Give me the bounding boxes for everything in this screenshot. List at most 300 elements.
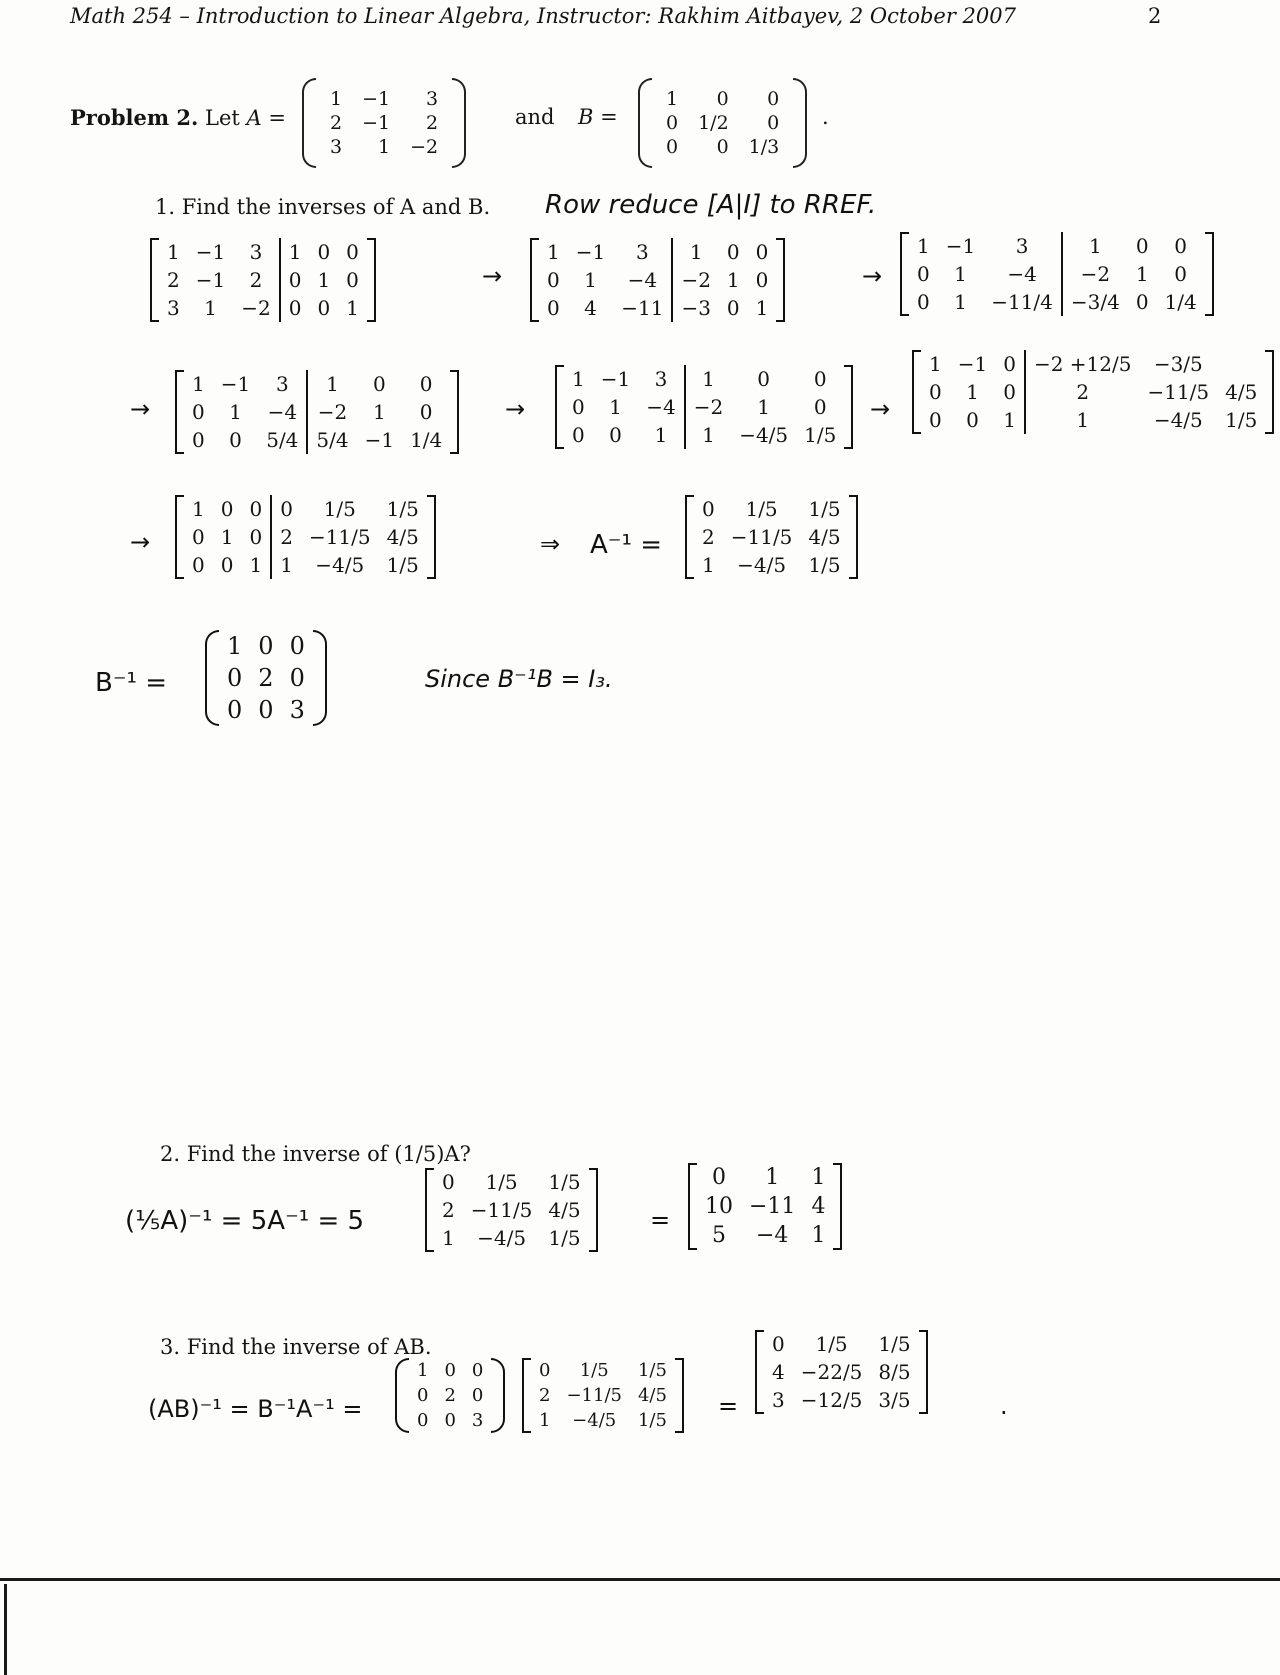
equals-sign: = bbox=[650, 1206, 671, 1234]
matrix-row bbox=[539, 266, 776, 294]
matrix-entry: 0 bbox=[726, 240, 740, 264]
matrix-a-table bbox=[320, 87, 448, 159]
matrix-entry: 0 bbox=[539, 1360, 551, 1381]
matrix-entry: 0 bbox=[471, 1360, 484, 1381]
matrix-entry: 0 bbox=[813, 395, 827, 419]
matrix-entry: −4 bbox=[1007, 262, 1037, 286]
arrow-icon: → bbox=[870, 395, 891, 423]
matrix-entry: 2 bbox=[444, 1385, 456, 1406]
matrix-row bbox=[531, 1408, 675, 1433]
matrix-row bbox=[564, 421, 844, 449]
matrix-entry: 2 bbox=[258, 664, 274, 692]
bracket-left bbox=[685, 495, 694, 579]
matrix-entry: 0 bbox=[258, 632, 274, 660]
matrix-entry: 0 bbox=[666, 112, 679, 134]
bracket-left bbox=[900, 232, 909, 316]
matrix-entry: −11 bbox=[621, 296, 664, 320]
matrix-entry: 1 bbox=[249, 553, 263, 577]
matrix-row bbox=[184, 370, 450, 398]
matrix-entry: 1 bbox=[1025, 406, 1140, 434]
matrix-b bbox=[638, 78, 807, 168]
part3-lhs: (AB)⁻¹ = B⁻¹A⁻¹ = bbox=[148, 1395, 363, 1423]
arrow-icon: → bbox=[130, 395, 151, 423]
bracket-left bbox=[755, 1330, 764, 1414]
arrow-icon: → bbox=[862, 262, 883, 290]
b-inverse-label: B⁻¹ = bbox=[95, 668, 168, 698]
matrix-entry: 1 bbox=[672, 238, 718, 266]
matrix-table bbox=[434, 1168, 589, 1252]
matrix-entry: 0 bbox=[249, 497, 263, 521]
matrix-entry: −4/5 bbox=[572, 1410, 617, 1431]
matrix-entry: 1 bbox=[1003, 408, 1016, 432]
matrix-entry: 2 bbox=[702, 525, 715, 549]
matrix-entry: 0 bbox=[547, 268, 560, 292]
matrix-entry: −2 bbox=[672, 266, 718, 294]
bracket-left bbox=[530, 238, 539, 322]
matrix-entry: 1/5 bbox=[808, 497, 841, 521]
matrix-entry: 0 bbox=[929, 380, 942, 404]
matrix-entry: −3 bbox=[672, 294, 718, 322]
matrix-entry: 0 bbox=[220, 497, 234, 521]
matrix-entry: 2 bbox=[167, 268, 180, 292]
matrix-entry: 0 bbox=[772, 1332, 785, 1356]
matrix-entry: 1 bbox=[666, 88, 679, 110]
a-inverse-matrix bbox=[685, 495, 858, 579]
part3-period: . bbox=[1000, 1392, 1008, 1420]
matrix-row bbox=[694, 495, 849, 523]
paren-left bbox=[395, 1358, 409, 1433]
matrix-entry: 1 bbox=[372, 400, 386, 424]
matrix-row bbox=[656, 135, 789, 159]
matrix-entry: 1/5 bbox=[485, 1170, 518, 1194]
matrix-row bbox=[184, 426, 450, 454]
matrix-entry: 4/5 bbox=[1225, 380, 1258, 404]
part2-result-matrix bbox=[688, 1163, 842, 1250]
matrix-table bbox=[764, 1330, 919, 1414]
matrix-entry: 3 bbox=[167, 296, 180, 320]
matrix-entry: 1/4 bbox=[1164, 290, 1197, 314]
matrix-entry: 0 bbox=[258, 696, 274, 724]
matrix-entry: 0 bbox=[917, 262, 930, 286]
bracket-left bbox=[688, 1163, 697, 1250]
matrix-entry: 1/2 bbox=[698, 112, 729, 134]
problem-label-line bbox=[70, 105, 286, 130]
matrix-entry: 3 bbox=[772, 1388, 785, 1412]
matrix-entry: 1 bbox=[685, 421, 731, 449]
matrix-entry: 2 bbox=[1025, 378, 1140, 406]
matrix-entry: 1 bbox=[757, 395, 771, 419]
matrix-entry: 3 bbox=[275, 372, 289, 396]
matrix-row bbox=[694, 523, 849, 551]
matrix-entry: 0 bbox=[757, 367, 771, 391]
matrix-entry: 0 bbox=[419, 372, 433, 396]
matrix-entry: 4/5 bbox=[808, 525, 841, 549]
matrix-entry: 3 bbox=[635, 240, 649, 264]
matrix-entry: −2 bbox=[307, 398, 356, 426]
matrix-entry: 1 bbox=[442, 1226, 455, 1250]
reduction-step-6 bbox=[912, 350, 1274, 434]
matrix-entry: 1/5 bbox=[548, 1170, 581, 1194]
paren-right bbox=[491, 1358, 505, 1433]
matrix-entry: −1 bbox=[364, 428, 395, 452]
matrix-entry: 0 bbox=[229, 428, 242, 452]
matrix-entry: 5/4 bbox=[307, 426, 356, 454]
reduction-step-2 bbox=[530, 238, 785, 322]
matrix-entry: −1 bbox=[575, 240, 606, 264]
page-number: 2 bbox=[1148, 4, 1162, 28]
matrix-row bbox=[219, 662, 313, 694]
matrix-bracket-left bbox=[638, 78, 652, 168]
matrix-entry: 0 bbox=[417, 1410, 429, 1431]
bracket-right bbox=[776, 238, 785, 322]
since-note: Since B⁻¹B = I₃. bbox=[425, 665, 613, 693]
matrix-entry: 1/5 bbox=[815, 1332, 848, 1356]
matrix-entry: 0 bbox=[471, 1385, 484, 1406]
matrix-row bbox=[697, 1192, 833, 1221]
matrix-entry: 3 bbox=[426, 88, 439, 110]
matrix-entry: −4 bbox=[627, 268, 658, 292]
matrix-entry: 0 bbox=[547, 296, 560, 320]
matrix-table bbox=[697, 1163, 833, 1250]
matrix-entry: 0 bbox=[317, 240, 331, 264]
matrix-entry: 2 bbox=[330, 112, 343, 134]
matrix-entry: 3 bbox=[289, 696, 305, 724]
matrix-entry: 0 bbox=[767, 88, 780, 110]
matrix-entry: −11 bbox=[749, 1194, 796, 1219]
bracket-left bbox=[150, 238, 159, 322]
matrix-entry: −3/4 bbox=[1062, 288, 1128, 316]
matrix-row bbox=[184, 551, 427, 579]
matrix-entry: 0 bbox=[192, 553, 205, 577]
matrix-entry: 3 bbox=[1015, 234, 1029, 258]
matrix-entry: 4/5 bbox=[548, 1198, 581, 1222]
matrix-entry: −11/5 bbox=[1147, 380, 1210, 404]
a-inverse-label: A⁻¹ = bbox=[590, 530, 662, 560]
scan-edge-line bbox=[0, 1578, 1280, 1581]
matrix-entry: 1/4 bbox=[410, 428, 443, 452]
augmented-matrix bbox=[564, 365, 844, 449]
matrix-row bbox=[434, 1168, 589, 1196]
bracket-right bbox=[1205, 232, 1214, 316]
matrix-row bbox=[539, 238, 776, 266]
matrix-row bbox=[697, 1221, 833, 1250]
page-header-title: Math 254 – Introduction to Linear Algebra, Instructor: Rakhim Aitbayev, 2 October 2007 bbox=[70, 4, 1016, 28]
matrix-entry: 0 bbox=[289, 664, 305, 692]
part3-b-inverse-matrix bbox=[395, 1358, 505, 1433]
matrix-entry: 3 bbox=[330, 136, 343, 158]
matrix-entry: 1 bbox=[167, 240, 180, 264]
matrix-row bbox=[531, 1383, 675, 1408]
matrix-entry: 0 bbox=[609, 423, 622, 447]
bracket-right bbox=[849, 495, 858, 579]
matrix-entry: −4/5 bbox=[315, 553, 365, 577]
matrix-row bbox=[184, 398, 450, 426]
matrix-table bbox=[531, 1358, 675, 1433]
matrix-entry: 1 bbox=[685, 365, 731, 393]
augmented-matrix bbox=[921, 350, 1265, 434]
bracket-right bbox=[675, 1358, 684, 1433]
matrix-row bbox=[320, 87, 448, 111]
paren-right bbox=[313, 630, 327, 726]
matrix-entry: 1 bbox=[346, 296, 359, 320]
matrix-entry: −2 bbox=[410, 136, 439, 158]
matrix-entry: −1 bbox=[362, 112, 391, 134]
matrix-entry: −11/5 bbox=[470, 1198, 533, 1222]
matrix-entry: 1 bbox=[317, 268, 331, 292]
matrix-entry: 0 bbox=[346, 268, 359, 292]
matrix-entry: 10 bbox=[705, 1194, 733, 1219]
matrix-entry: 5 bbox=[712, 1223, 726, 1248]
matrix-entry: 0 bbox=[726, 296, 740, 320]
matrix-entry: 1 bbox=[929, 352, 942, 376]
matrix-entry: 1/5 bbox=[808, 553, 841, 577]
matrix-entry: 0 bbox=[227, 664, 243, 692]
matrix-table bbox=[694, 495, 849, 579]
matrix-entry: 1/5 bbox=[579, 1360, 609, 1381]
matrix-entry: 0 bbox=[271, 495, 301, 523]
matrix-entry: 4/5 bbox=[637, 1385, 667, 1406]
row-reduce-note: Row reduce [A|I] to RREF. bbox=[545, 190, 877, 220]
matrix-row bbox=[656, 87, 789, 111]
matrix-entry: 0 bbox=[220, 553, 234, 577]
matrix-entry: 0 bbox=[929, 408, 942, 432]
matrix-entry: −1 bbox=[945, 234, 976, 258]
matrix-entry: 0 bbox=[966, 408, 979, 432]
matrix-entry: −2 bbox=[685, 393, 731, 421]
matrix-entry: 0 bbox=[813, 367, 827, 391]
matrix-entry: 0 bbox=[755, 268, 769, 292]
augmented-matrix bbox=[184, 370, 450, 454]
matrix-row bbox=[764, 1330, 919, 1358]
matrix-entry: 0 bbox=[1003, 380, 1016, 404]
matrix-entry: 1 bbox=[609, 395, 622, 419]
matrix-a bbox=[302, 78, 466, 168]
matrix-entry: 1 bbox=[280, 238, 310, 266]
matrix-row bbox=[320, 135, 448, 159]
matrix-entry: 0 bbox=[442, 1170, 455, 1194]
matrix-row bbox=[531, 1358, 675, 1383]
matrix-entry: −11/5 bbox=[308, 525, 371, 549]
matrix-entry: 0 bbox=[917, 290, 930, 314]
matrix-row bbox=[764, 1358, 919, 1386]
matrix-row bbox=[184, 495, 427, 523]
matrix-entry: 1 bbox=[954, 290, 967, 314]
matrix-entry: 1 bbox=[966, 380, 979, 404]
matrix-row bbox=[697, 1163, 833, 1192]
problem-label: Problem 2. bbox=[70, 105, 199, 130]
matrix-entry: 1 bbox=[726, 268, 740, 292]
matrix-entry: 0 bbox=[249, 525, 263, 549]
bracket-right bbox=[833, 1163, 842, 1250]
matrix-row bbox=[159, 238, 367, 266]
matrix-entry: −4 bbox=[267, 400, 298, 424]
matrix-entry: 1/5 bbox=[637, 1360, 667, 1381]
augmented-matrix bbox=[159, 238, 367, 322]
matrix-row bbox=[539, 294, 776, 322]
matrix-entry: 1/5 bbox=[386, 497, 419, 521]
matrix-entry: 0 bbox=[192, 400, 205, 424]
bracket-right bbox=[919, 1330, 928, 1414]
a-equals: A = bbox=[246, 106, 286, 130]
reduction-step-3 bbox=[900, 232, 1214, 316]
part2-question: 2. Find the inverse of (1/5)A? bbox=[160, 1142, 471, 1166]
bracket-right bbox=[1265, 350, 1274, 434]
matrix-entry: 3 bbox=[654, 367, 668, 391]
bracket-left bbox=[175, 370, 184, 454]
matrix-entry: 0 bbox=[572, 423, 585, 447]
matrix-entry: 1 bbox=[227, 632, 243, 660]
matrix-entry: 0 bbox=[346, 240, 359, 264]
matrix-entry: 2 bbox=[539, 1385, 551, 1406]
matrix-entry: 1 bbox=[220, 525, 234, 549]
matrix-bracket-right bbox=[793, 78, 807, 168]
matrix-entry: 1 bbox=[271, 551, 301, 579]
bracket-left bbox=[555, 365, 564, 449]
matrix-entry: 8/5 bbox=[878, 1360, 911, 1384]
bracket-right bbox=[450, 370, 459, 454]
arrow-icon: → bbox=[482, 262, 503, 290]
matrix-entry: 1 bbox=[539, 1410, 551, 1431]
equals-sign: = bbox=[718, 1392, 739, 1420]
matrix-entry: 1 bbox=[1135, 262, 1149, 286]
matrix-entry: 4 bbox=[811, 1194, 826, 1219]
matrix-entry: 1 bbox=[811, 1223, 826, 1248]
matrix-entry: 0 bbox=[419, 400, 433, 424]
matrix-entry: −2 bbox=[1062, 260, 1128, 288]
matrix-row bbox=[159, 266, 367, 294]
paren-left bbox=[205, 630, 219, 726]
matrix-row bbox=[409, 1358, 491, 1383]
matrix-entry: 0 bbox=[666, 136, 679, 158]
matrix-entry: 0 bbox=[755, 240, 769, 264]
matrix-row bbox=[921, 378, 1265, 406]
matrix-b-table bbox=[656, 87, 789, 159]
bracket-left bbox=[912, 350, 921, 434]
matrix-entry: 0 bbox=[192, 428, 205, 452]
matrix-entry: 1/3 bbox=[748, 136, 780, 158]
b-inverse-matrix bbox=[205, 630, 327, 726]
matrix-entry: 0 bbox=[417, 1385, 429, 1406]
arrow-icon: → bbox=[505, 395, 526, 423]
b-equals: B = bbox=[578, 105, 618, 129]
augmented-matrix bbox=[184, 495, 427, 579]
bracket-right bbox=[427, 495, 436, 579]
matrix-entry: 1/5 bbox=[804, 423, 837, 447]
matrix-row bbox=[909, 232, 1205, 260]
matrix-entry: −11/4 bbox=[991, 290, 1053, 314]
matrix-entry: 2 bbox=[442, 1198, 455, 1222]
scan-edge-corner bbox=[4, 1584, 7, 1675]
matrix-entry: 1 bbox=[192, 497, 205, 521]
reduction-step-1 bbox=[150, 238, 376, 322]
matrix-entry: 0 bbox=[702, 497, 715, 521]
reduction-step-5 bbox=[555, 365, 853, 449]
matrix-row bbox=[159, 294, 367, 322]
matrix-entry: 0 bbox=[716, 136, 729, 158]
part3-a-inverse-matrix bbox=[522, 1358, 684, 1433]
matrix-row bbox=[184, 523, 427, 551]
matrix-row bbox=[921, 350, 1265, 378]
let-text: Let bbox=[205, 106, 240, 130]
matrix-entry: 1 bbox=[204, 296, 217, 320]
matrix-entry: −1 bbox=[957, 352, 988, 376]
matrix-entry: 0 bbox=[280, 294, 310, 322]
matrix-entry: 0 bbox=[1003, 352, 1016, 376]
matrix-entry: −1 bbox=[195, 240, 226, 264]
matrix-entry: 0 bbox=[444, 1360, 456, 1381]
and-text: and bbox=[515, 105, 555, 129]
matrix-entry: −3/5 bbox=[1153, 352, 1203, 376]
matrix-entry: 1 bbox=[192, 372, 205, 396]
reduction-step-4 bbox=[175, 370, 459, 454]
matrix-entry: 0 bbox=[289, 632, 305, 660]
reduction-step-7 bbox=[175, 495, 436, 579]
matrix-entry: −1 bbox=[195, 268, 226, 292]
matrix-entry: 0 bbox=[767, 112, 780, 134]
matrix-entry: 0 bbox=[1135, 290, 1149, 314]
matrix-row bbox=[409, 1383, 491, 1408]
bracket-left bbox=[522, 1358, 531, 1433]
matrix-entry: 0 bbox=[444, 1410, 456, 1431]
matrix-table bbox=[219, 630, 313, 726]
matrix-entry: 0 bbox=[227, 696, 243, 724]
matrix-entry: 1 bbox=[654, 423, 668, 447]
matrix-entry: −2 +12/5 bbox=[1025, 350, 1140, 378]
matrix-entry: −4 bbox=[756, 1223, 789, 1248]
matrix-entry: −22/5 bbox=[800, 1360, 863, 1384]
matrix-entry: 1/5 bbox=[323, 497, 356, 521]
part1-question: 1. Find the inverses of A and B. bbox=[155, 195, 491, 219]
matrix-entry: 0 bbox=[1135, 234, 1149, 258]
matrix-row bbox=[694, 551, 849, 579]
matrix-row bbox=[409, 1408, 491, 1433]
matrix-entry: 2 bbox=[249, 268, 263, 292]
part2-lhs: (⅕A)⁻¹ = 5A⁻¹ = 5 bbox=[125, 1206, 365, 1236]
matrix-entry: 0 bbox=[712, 1165, 726, 1190]
matrix-entry: 1 bbox=[702, 553, 715, 577]
matrix-entry: 0 bbox=[192, 525, 205, 549]
matrix-entry bbox=[1217, 350, 1265, 378]
matrix-entry: 1/5 bbox=[1225, 408, 1258, 432]
matrix-entry: 1/5 bbox=[548, 1226, 581, 1250]
matrix-bracket-left bbox=[302, 78, 316, 168]
matrix-entry: 4/5 bbox=[386, 525, 419, 549]
matrix-entry: −1 bbox=[600, 367, 631, 391]
augmented-matrix bbox=[539, 238, 776, 322]
matrix-entry: 1/5 bbox=[745, 497, 778, 521]
matrix-entry: 4 bbox=[584, 296, 597, 320]
matrix-row bbox=[909, 260, 1205, 288]
matrix-row bbox=[656, 111, 789, 135]
matrix-row bbox=[921, 406, 1265, 434]
matrix-entry: −4/5 bbox=[1153, 408, 1203, 432]
matrix-entry: 0 bbox=[372, 372, 386, 396]
matrix-entry: 1/5 bbox=[637, 1410, 667, 1431]
matrix-entry: 1 bbox=[378, 136, 391, 158]
part3-result-matrix bbox=[755, 1330, 928, 1414]
matrix-entry: 4 bbox=[772, 1360, 785, 1384]
matrix-row bbox=[434, 1224, 589, 1252]
matrix-entry: 1 bbox=[765, 1165, 780, 1190]
matrix-entry: 0 bbox=[317, 296, 331, 320]
matrix-entry: 1 bbox=[917, 234, 930, 258]
matrix-row bbox=[564, 365, 844, 393]
arrow-icon: → bbox=[130, 528, 151, 556]
matrix-entry: −11/5 bbox=[566, 1385, 622, 1406]
matrix-entry: 0 bbox=[280, 266, 310, 294]
implies-icon: ⇒ bbox=[540, 530, 561, 558]
matrix-entry: 1 bbox=[811, 1165, 826, 1190]
